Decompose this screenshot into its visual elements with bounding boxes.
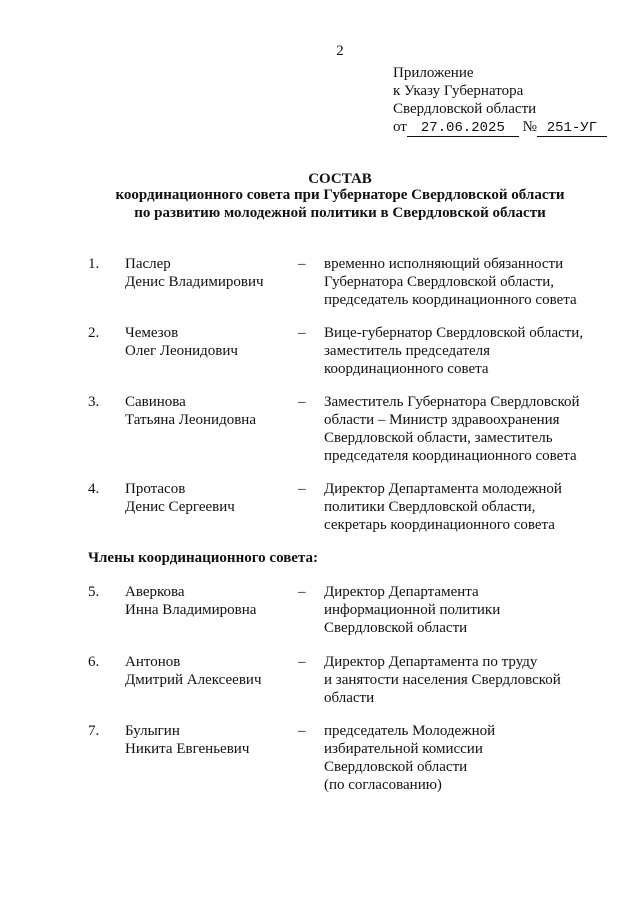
description-line: председателя координационного совета — [324, 448, 577, 464]
document-title: СОСТАВ — [308, 171, 372, 187]
number-prefix: № — [522, 119, 537, 135]
date-prefix: от — [393, 119, 407, 135]
description-line: Заместитель Губернатора Свердловской — [324, 394, 580, 410]
description-line: заместитель председателя — [324, 343, 491, 359]
description-line: председатель координационного совета — [324, 292, 577, 308]
list-item — [0, 255, 640, 335]
surname: Савинова — [125, 394, 186, 410]
list-item — [0, 393, 640, 473]
position-description — [324, 653, 594, 707]
description-line: координационного совета — [324, 361, 489, 377]
dash-separator: – — [298, 584, 306, 600]
item-number: 4. — [88, 481, 100, 497]
description-line: Губернатора Свердловской области, — [324, 274, 554, 290]
description-line: временно исполняющий обязанности — [324, 256, 564, 272]
person-name — [125, 255, 295, 291]
description-line: Директор Департамента по труду — [324, 654, 538, 670]
item-number: 7. — [88, 723, 100, 739]
description-line: Свердловской области, заместитель — [324, 430, 553, 446]
dash-separator: – — [298, 654, 306, 670]
description-line: области — [324, 690, 375, 706]
person-name — [125, 583, 295, 619]
description-line: Директор Департамента — [324, 584, 479, 600]
description-line: Вице-губернатор Свердловской области, — [324, 325, 584, 341]
list-item — [0, 722, 640, 802]
position-description — [324, 480, 594, 534]
decree-number: 251-УГ — [537, 121, 607, 137]
surname: Аверкова — [125, 584, 185, 600]
given-names: Дмитрий Алексеевич — [125, 672, 262, 688]
description-line: Свердловской области — [324, 620, 468, 636]
description-line: Свердловской области — [324, 759, 468, 775]
list-item — [0, 480, 640, 560]
members-heading: Члены координационного совета: — [88, 550, 318, 566]
given-names: Денис Владимирович — [125, 274, 264, 290]
given-names: Татьяна Леонидовна — [125, 412, 256, 428]
list-item — [0, 583, 640, 663]
description-line: избирательной комиссии — [324, 741, 483, 757]
description-line: (по согласованию) — [324, 777, 442, 793]
description-line: информационной политики — [324, 602, 501, 618]
dash-separator: – — [298, 723, 306, 739]
appendix-line-1: Приложение — [393, 65, 474, 81]
appendix-block — [393, 64, 633, 137]
surname: Протасов — [125, 481, 186, 497]
decree-date: 27.06.2025 — [407, 121, 519, 137]
description-line: области – Министр здравоохранения — [324, 412, 560, 428]
document-subtitle-1: координационного совета при Губернаторе Свердловской области — [115, 187, 565, 203]
person-name — [125, 722, 295, 758]
position-description — [324, 393, 594, 465]
description-line: и занятости населения Свердловской — [324, 672, 561, 688]
list-item — [0, 653, 640, 733]
page-number: 2 — [336, 43, 344, 59]
item-number: 5. — [88, 584, 100, 600]
surname: Булыгин — [125, 723, 180, 739]
item-number: 6. — [88, 654, 100, 670]
document-subtitle-2: по развитию молодежной политики в Свердловской области — [134, 205, 546, 221]
given-names: Никита Евгеньевич — [125, 741, 250, 757]
appendix-date-line — [393, 118, 633, 137]
surname: Чемезов — [125, 325, 179, 341]
given-names: Олег Леонидович — [125, 343, 238, 359]
person-name — [125, 480, 295, 516]
person-name — [125, 393, 295, 429]
description-line: председатель Молодежной — [324, 723, 496, 739]
list-item — [0, 324, 640, 404]
appendix-line-2: к Указу Губернатора — [393, 83, 524, 99]
dash-separator: – — [298, 256, 306, 272]
surname: Антонов — [125, 654, 181, 670]
person-name — [125, 653, 295, 689]
appendix-line-3: Свердловской области — [393, 101, 537, 117]
given-names: Инна Владимировна — [125, 602, 257, 618]
position-description — [324, 583, 594, 637]
position-description — [324, 255, 594, 309]
item-number: 3. — [88, 394, 100, 410]
description-line: секретарь координационного совета — [324, 517, 555, 533]
item-number: 1. — [88, 256, 100, 272]
description-line: Директор Департамента молодежной — [324, 481, 562, 497]
dash-separator: – — [298, 481, 306, 497]
dash-separator: – — [298, 325, 306, 341]
description-line: политики Свердловской области, — [324, 499, 536, 515]
surname: Паслер — [125, 256, 171, 272]
person-name — [125, 324, 295, 360]
item-number: 2. — [88, 325, 100, 341]
dash-separator: – — [298, 394, 306, 410]
position-description — [324, 324, 594, 378]
given-names: Денис Сергеевич — [125, 499, 235, 515]
position-description — [324, 722, 594, 794]
